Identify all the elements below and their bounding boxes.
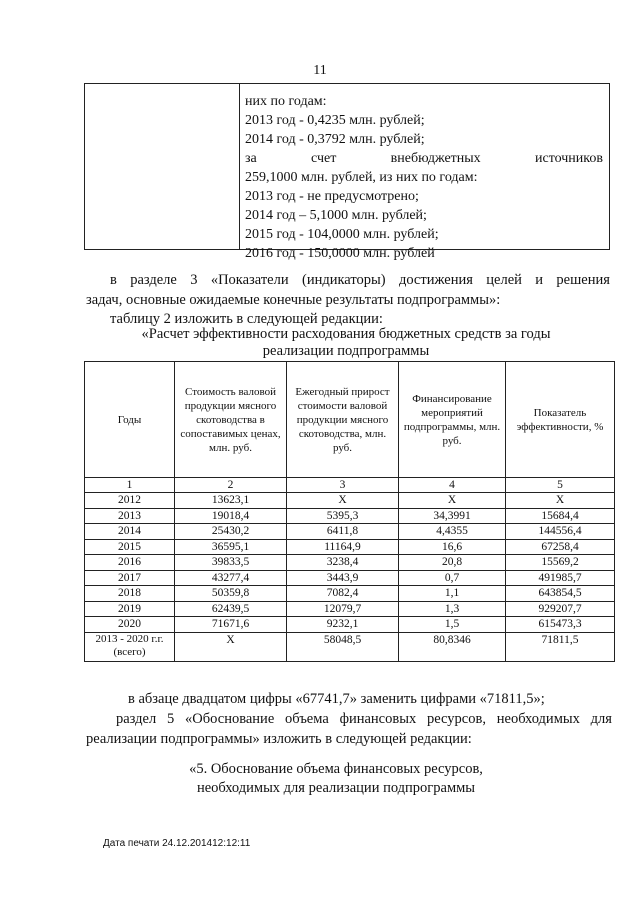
column-number: 4 (399, 478, 506, 493)
total-cell: 80,8346 (399, 632, 506, 661)
table-cell: 67258,4 (506, 539, 615, 555)
table-cell: X (506, 493, 615, 509)
funding-box (84, 83, 610, 261)
header-cell: Финансирование мероприятий подпрограммы, млн. руб. (399, 362, 506, 478)
table-cell: 3238,4 (287, 555, 399, 571)
caption-line: реализации подпрограммы (262, 343, 430, 359)
word: необходимых (496, 711, 580, 727)
word: 5 (167, 711, 175, 727)
funding-line: 2014 год – 5,1000 млн. рублей; (245, 208, 427, 223)
table-cell: 62439,5 (175, 601, 287, 617)
table-row (85, 524, 615, 540)
table-cell: X (287, 493, 399, 509)
word: (индикаторы) (301, 272, 386, 288)
total-cell: 58048,5 (287, 632, 399, 661)
table-cell: 9232,1 (287, 617, 399, 633)
table-caption (86, 326, 606, 360)
table-cell: 2017 (85, 570, 175, 586)
table-cell: 2015 (85, 539, 175, 555)
header-cell: Стоимость валовой продукции мясного скотоводства в сопоставимых ценах, млн. руб. (175, 362, 287, 478)
word: источников (534, 151, 603, 166)
paragraph-table2: таблицу 2 изложить в следующей редакции: (110, 311, 383, 327)
heading-line: необходимых для реализации подпрограммы (196, 780, 476, 796)
table-cell: 2014 (85, 524, 175, 540)
table-cell: 643854,5 (506, 586, 615, 602)
table-total-row (85, 632, 615, 661)
word: раздел (116, 711, 157, 727)
table-cell: 2013 (85, 508, 175, 524)
funding-line: 2014 год - 0,3792 млн. рублей; (245, 132, 425, 147)
table-cell: 6411,8 (287, 524, 399, 540)
paragraph-line (86, 271, 610, 291)
table-cell: X (399, 493, 506, 509)
word: 3 (190, 272, 198, 288)
total-cell: 71811,5 (506, 632, 615, 661)
funding-line: 2015 год - 104,0000 млн. рублей; (245, 227, 439, 242)
funding-line: 2013 год - не предусмотрено; (245, 189, 419, 204)
table-cell: 2020 (85, 617, 175, 633)
funding-lines (245, 92, 603, 263)
header-cell: Ежегодный прирост стоимости валовой продукции мясного скотоводства, млн. руб. (287, 362, 399, 478)
table-header-row (85, 362, 615, 478)
table-cell: 12079,7 (287, 601, 399, 617)
table-cell: 25430,2 (175, 524, 287, 540)
table-cell: 3443,9 (287, 570, 399, 586)
paragraph-replace-figures: в абзаце двадцатом цифры «67741,7» заменить цифрами «71811,5»; (128, 691, 545, 707)
table-cell: 15569,2 (506, 555, 615, 571)
column-number: 5 (506, 478, 615, 493)
box-divider (239, 84, 240, 249)
word: объема (285, 711, 329, 727)
table-cell: 13623,1 (175, 493, 287, 509)
funding-line: 259,1000 млн. рублей, из них по годам: (245, 170, 478, 185)
table-cell: 36595,1 (175, 539, 287, 555)
paragraph-section5 (86, 710, 612, 749)
page-number: 11 (313, 63, 327, 78)
column-number: 3 (287, 478, 399, 493)
word: решения (556, 272, 610, 288)
table-cell: 39833,5 (175, 555, 287, 571)
paragraph-line: реализации подпрограммы» изложить в следующей редакции: (86, 730, 472, 747)
table-cell: 7082,4 (287, 586, 399, 602)
header-cell: Годы (85, 362, 175, 478)
word: в (110, 272, 117, 288)
section-heading (86, 760, 586, 798)
table-cell: 615473,3 (506, 617, 615, 633)
column-number-row (85, 478, 615, 493)
table-cell: 491985,7 (506, 570, 615, 586)
table-cell: 16,6 (399, 539, 506, 555)
table-row (85, 508, 615, 524)
table-cell: 50359,8 (175, 586, 287, 602)
funding-line: них по годам: (245, 94, 327, 109)
column-number: 2 (175, 478, 287, 493)
table-row (85, 493, 615, 509)
funding-line: 2016 год - 150,0000 млн. рублей (245, 246, 435, 261)
total-cell: X (175, 632, 287, 661)
table-cell: 2019 (85, 601, 175, 617)
table-row (85, 570, 615, 586)
table-cell: 1,1 (399, 586, 506, 602)
word: ресурсов, (427, 711, 486, 727)
efficiency-table (84, 361, 615, 662)
table-cell: 1,3 (399, 601, 506, 617)
table-row (85, 586, 615, 602)
word: финансовых (339, 711, 417, 727)
word: достижения (398, 272, 473, 288)
table-row (85, 601, 615, 617)
paragraph-line: задач, основные ожидаемые конечные результаты подпрограммы»: (86, 291, 501, 308)
word: целей (486, 272, 522, 288)
word: «Обоснование (185, 711, 275, 727)
word: для (590, 711, 612, 727)
paragraph-section3 (86, 271, 610, 310)
table-cell: 71671,6 (175, 617, 287, 633)
table-cell: 4,4355 (399, 524, 506, 540)
total-cell: 2013 - 2020 г.г. (всего) (85, 632, 175, 661)
table-row (85, 617, 615, 633)
table-cell: 1,5 (399, 617, 506, 633)
table-cell: 11164,9 (287, 539, 399, 555)
table-cell: 5395,3 (287, 508, 399, 524)
table-cell: 2016 (85, 555, 175, 571)
heading-line: «5. Обоснование объема финансовых ресурсов, (189, 761, 483, 777)
word: и (535, 272, 544, 288)
table-cell: 20,8 (399, 555, 506, 571)
print-date: Дата печати 24.12.201412:12:11 (103, 838, 251, 849)
word: внебюджетных (390, 151, 481, 166)
header-cell: Показатель эффективности, % (506, 362, 615, 478)
table-row (85, 555, 615, 571)
paragraph-line (86, 710, 612, 730)
table-cell: 144556,4 (506, 524, 615, 540)
table-cell: 2012 (85, 493, 175, 509)
word: за (245, 151, 257, 166)
word: «Показатели (210, 272, 289, 288)
word: счет (311, 151, 337, 166)
table-cell: 0,7 (399, 570, 506, 586)
column-number: 1 (85, 478, 175, 493)
table-cell: 929207,7 (506, 601, 615, 617)
word: разделе (130, 272, 177, 288)
table-row (85, 539, 615, 555)
table-cell: 43277,4 (175, 570, 287, 586)
funding-line: 2013 год - 0,4235 млн. рублей; (245, 113, 425, 128)
table-cell: 34,3991 (399, 508, 506, 524)
table-cell: 19018,4 (175, 508, 287, 524)
caption-line: «Расчет эффективности расходования бюджетных средств за годы (141, 326, 551, 342)
table-cell: 2018 (85, 586, 175, 602)
table-cell: 15684,4 (506, 508, 615, 524)
funding-line-justified (245, 149, 603, 168)
